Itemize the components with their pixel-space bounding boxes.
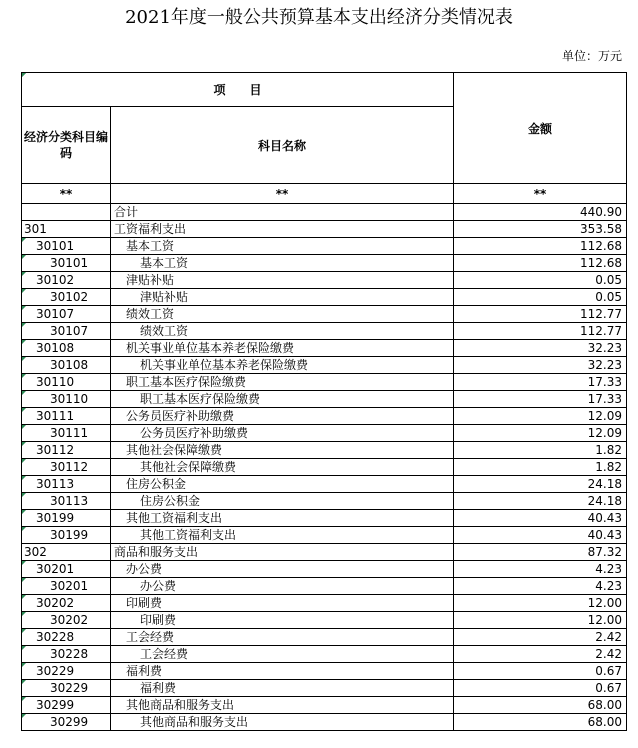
row-code: 30111 [22,408,111,425]
row-code: 30229 [22,663,111,680]
row-amount: 4.23 [454,578,627,595]
row-amount: 353.58 [454,221,627,238]
row-amount: 0.67 [454,680,627,697]
table-row [22,663,627,680]
table-row [22,289,627,306]
row-name: 职工基本医疗保险缴费 [111,374,454,391]
row-name: 其他商品和服务支出 [111,714,454,731]
row-name: 商品和服务支出 [111,544,454,561]
unit-label: 单位：万元 [561,49,622,63]
row-amount: 0.05 [454,272,627,289]
row-name: 基本工资 [111,255,454,272]
table-row [22,425,627,442]
row-name: 机关事业单位基本养老保险缴费 [111,340,454,357]
row-code: 302 [22,544,111,561]
table-row [22,459,627,476]
row-amount: 17.33 [454,374,627,391]
table-row [22,476,627,493]
table-row [22,391,627,408]
expenditure-table [21,72,627,731]
row-code: 30229 [22,680,111,697]
row-code: 30202 [22,595,111,612]
row-code: 30107 [22,323,111,340]
row-code: 30102 [22,272,111,289]
row-name: 基本工资 [111,238,454,255]
row-code: 30199 [22,527,111,544]
project-header: 项 目 [22,73,454,107]
row-amount: 12.00 [454,595,627,612]
amount-header: 金额 [454,73,627,184]
row-code: 30107 [22,306,111,323]
row-amount: 2.42 [454,646,627,663]
row-amount: 87.32 [454,544,627,561]
table-row [22,595,627,612]
table-row [22,374,627,391]
row-name: 绩效工资 [111,323,454,340]
row-amount: 12.09 [454,408,627,425]
row-name: 津贴补贴 [111,289,454,306]
row-amount: 0.05 [454,289,627,306]
row-name: 工会经费 [111,646,454,663]
table-row [22,578,627,595]
row-amount: 17.33 [454,391,627,408]
row-amount: 68.00 [454,697,627,714]
amount-mark: ** [454,184,627,204]
row-name: 办公费 [111,578,454,595]
code-header: 经济分类科目编码 [22,107,111,184]
row-amount: 112.68 [454,238,627,255]
row-name: 工会经费 [111,629,454,646]
row-amount: 12.09 [454,425,627,442]
row-code: 30101 [22,238,111,255]
table-row [22,255,627,272]
row-amount: 24.18 [454,476,627,493]
table-row [22,306,627,323]
row-name: 绩效工资 [111,306,454,323]
row-code: 30102 [22,289,111,306]
row-name: 办公费 [111,561,454,578]
row-amount: 2.42 [454,629,627,646]
table-row [22,612,627,629]
row-name: 印刷费 [111,612,454,629]
row-name: 职工基本医疗保险缴费 [111,391,454,408]
row-code: 30112 [22,459,111,476]
row-code: 301 [22,221,111,238]
table-row [22,408,627,425]
table-row [22,510,627,527]
row-code: 30113 [22,493,111,510]
row-amount: 112.68 [454,255,627,272]
row-name: 住房公积金 [111,476,454,493]
row-amount: 32.23 [454,340,627,357]
row-name: 印刷费 [111,595,454,612]
row-amount: 0.67 [454,663,627,680]
row-code: 30201 [22,561,111,578]
row-amount: 24.18 [454,493,627,510]
table-row [22,221,627,238]
table-row [22,646,627,663]
name-header: 科目名称 [111,107,454,184]
table-row [22,544,627,561]
row-amount: 40.43 [454,527,627,544]
row-name: 机关事业单位基本养老保险缴费 [111,357,454,374]
row-name: 公务员医疗补助缴费 [111,425,454,442]
table-row [22,238,627,255]
row-name: 合计 [111,204,454,221]
table-row [22,357,627,374]
code-mark: ** [22,184,111,204]
row-name: 其他商品和服务支出 [111,697,454,714]
row-name: 公务员医疗补助缴费 [111,408,454,425]
table-row [22,323,627,340]
row-code: 30202 [22,612,111,629]
row-amount: 12.00 [454,612,627,629]
row-code: 30299 [22,714,111,731]
row-amount: 440.90 [454,204,627,221]
row-amount: 1.82 [454,459,627,476]
name-mark: ** [111,184,454,204]
row-name: 其他工资福利支出 [111,510,454,527]
row-name: 工资福利支出 [111,221,454,238]
row-name: 其他社会保障缴费 [111,442,454,459]
row-code [22,204,111,221]
row-amount: 112.77 [454,306,627,323]
row-code: 30108 [22,340,111,357]
table-row [22,493,627,510]
table-row [22,340,627,357]
row-name: 福利费 [111,680,454,697]
table-row [22,714,627,731]
row-amount: 32.23 [454,357,627,374]
table-row [22,442,627,459]
row-code: 30199 [22,510,111,527]
row-code: 30201 [22,578,111,595]
row-amount: 112.77 [454,323,627,340]
row-code: 30228 [22,629,111,646]
table-row [22,680,627,697]
row-name: 住房公积金 [111,493,454,510]
row-code: 30101 [22,255,111,272]
row-amount: 4.23 [454,561,627,578]
row-code: 30110 [22,391,111,408]
row-code: 30112 [22,442,111,459]
row-code: 30111 [22,425,111,442]
table-header [22,73,627,204]
row-amount: 68.00 [454,714,627,731]
row-name: 福利费 [111,663,454,680]
page-title: 2021年度一般公共预算基本支出经济分类情况表 [125,7,513,28]
row-name: 其他工资福利支出 [111,527,454,544]
row-code: 30228 [22,646,111,663]
table-body [22,204,627,731]
table-row [22,697,627,714]
table-row [22,527,627,544]
row-code: 30108 [22,357,111,374]
table-row [22,561,627,578]
row-amount: 1.82 [454,442,627,459]
row-amount: 40.43 [454,510,627,527]
row-code: 30299 [22,697,111,714]
row-name: 其他社会保障缴费 [111,459,454,476]
row-code: 30110 [22,374,111,391]
table-row [22,204,627,221]
row-name: 津贴补贴 [111,272,454,289]
table-row [22,272,627,289]
table-row [22,629,627,646]
row-code: 30113 [22,476,111,493]
